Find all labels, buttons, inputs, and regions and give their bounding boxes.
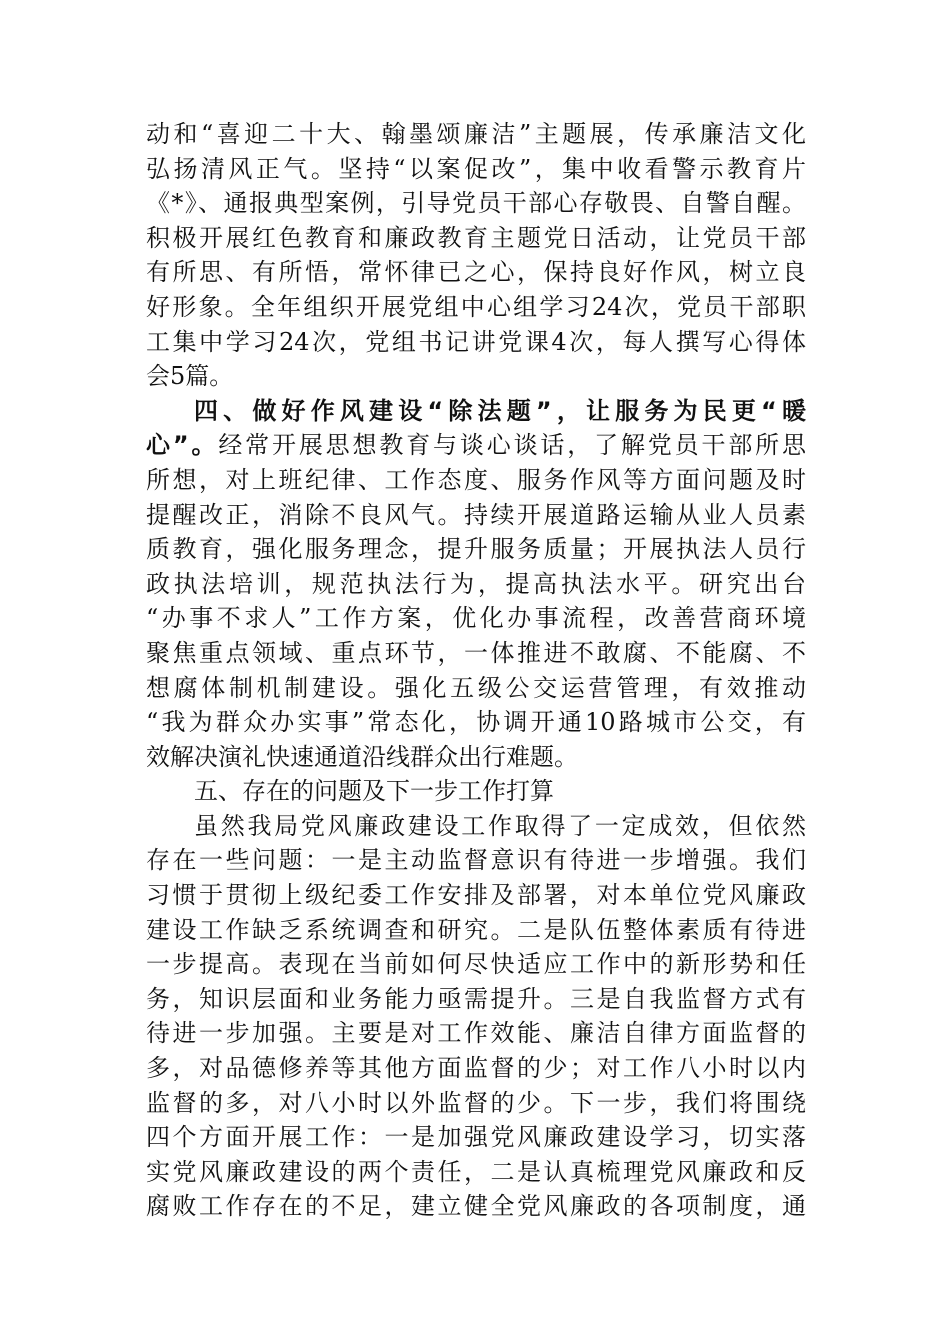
section-heading-4-continuation: [146, 428, 806, 463]
text-line: 效解决演礼快速通道沿线群众出行难题。: [146, 742, 578, 771]
text-line: 提醒改正，消除不良风气。持续开展道路运输从业人员素: [146, 500, 806, 529]
section-heading-4: 四、做好作风建设“除法题”，让服务为民更“暖: [194, 396, 806, 425]
text-line: “办事不求人”工作方案，优化办事流程，改善营商环境: [146, 604, 806, 633]
text-line: 有所思、有所悟，常怀律已之心，保持良好作风，树立良: [146, 258, 806, 287]
text-line: 弘扬清风正气。坚持“以案促改”，集中收看警示教育片: [146, 154, 806, 183]
text-line: 实党风廉政建设的两个责任，二是认真梳理党风廉政和反: [146, 1157, 806, 1186]
text-line: 政执法培训，规范执法行为，提高执法水平。研究出台: [146, 569, 806, 598]
text-line: 建设工作缺乏系统调查和研究。二是队伍整体素质有待进: [146, 915, 806, 944]
text-line: 聚焦重点领域、重点环节，一体推进不敢腐、不能腐、不: [146, 638, 806, 667]
text-line: 习惯于贯彻上级纪委工作安排及部署，对本单位党风廉政: [146, 881, 806, 910]
text-line: 质教育，强化服务理念，提升服务质量；开展执法人员行: [146, 535, 806, 564]
text-line: 多，对品德修养等其他方面监督的少；对工作八小时以内: [146, 1054, 806, 1083]
text-line: 好形象。全年组织开展党组中心组学习24次，党员干部职: [146, 292, 806, 321]
section-heading-5: 五、存在的问题及下一步工作打算: [194, 777, 554, 806]
text-line: 所想，对上班纪律、工作态度、服务作风等方面问题及时: [146, 465, 806, 494]
text-line: 《*》、通报典型案例，引导党员干部心存敬畏、自警自醒。: [146, 189, 806, 218]
heading-tail: 心”。: [146, 431, 219, 460]
text-line: 积极开展红色教育和廉政教育主题党日活动，让党员干部: [146, 223, 806, 252]
text-line: 想腐体制机制建设。强化五级公交运营管理，有效推动: [146, 673, 806, 702]
document-page: [146, 117, 806, 1224]
text-line: 腐败工作存在的不足，建立健全党风廉政的各项制度，通: [146, 1192, 806, 1221]
text-line: 监督的多，对八小时以外监督的少。下一步，我们将围绕: [146, 1088, 806, 1117]
text-line: 存在一些问题：一是主动监督意识有待进一步增强。我们: [146, 846, 806, 875]
text-line: 四个方面开展工作：一是加强党风廉政建设学习，切实落: [146, 1123, 806, 1152]
text-line: 务，知识层面和业务能力亟需提升。三是自我监督方式有: [146, 984, 806, 1013]
text-line: 待进一步加强。主要是对工作效能、廉洁自律方面监督的: [146, 1019, 806, 1048]
text-line: “我为群众办实事”常态化，协调开通10路城市公交，有: [146, 708, 806, 737]
text-line: 动和“喜迎二十大、翰墨颂廉洁”主题展，传承廉洁文化: [146, 120, 806, 148]
text-line: 工集中学习24次，党组书记讲党课4次，每人撰写心得体: [146, 327, 806, 356]
text-line: 一步提高。表现在当前如何尽快适应工作中的新形势和任: [146, 950, 806, 979]
text-line: 会5篇。: [146, 362, 234, 391]
text-run: 经常开展思想教育与谈心谈话，了解党员干部所思: [218, 431, 807, 460]
text-line: 虽然我局党风廉政建设工作取得了一定成效，但依然: [194, 811, 806, 840]
